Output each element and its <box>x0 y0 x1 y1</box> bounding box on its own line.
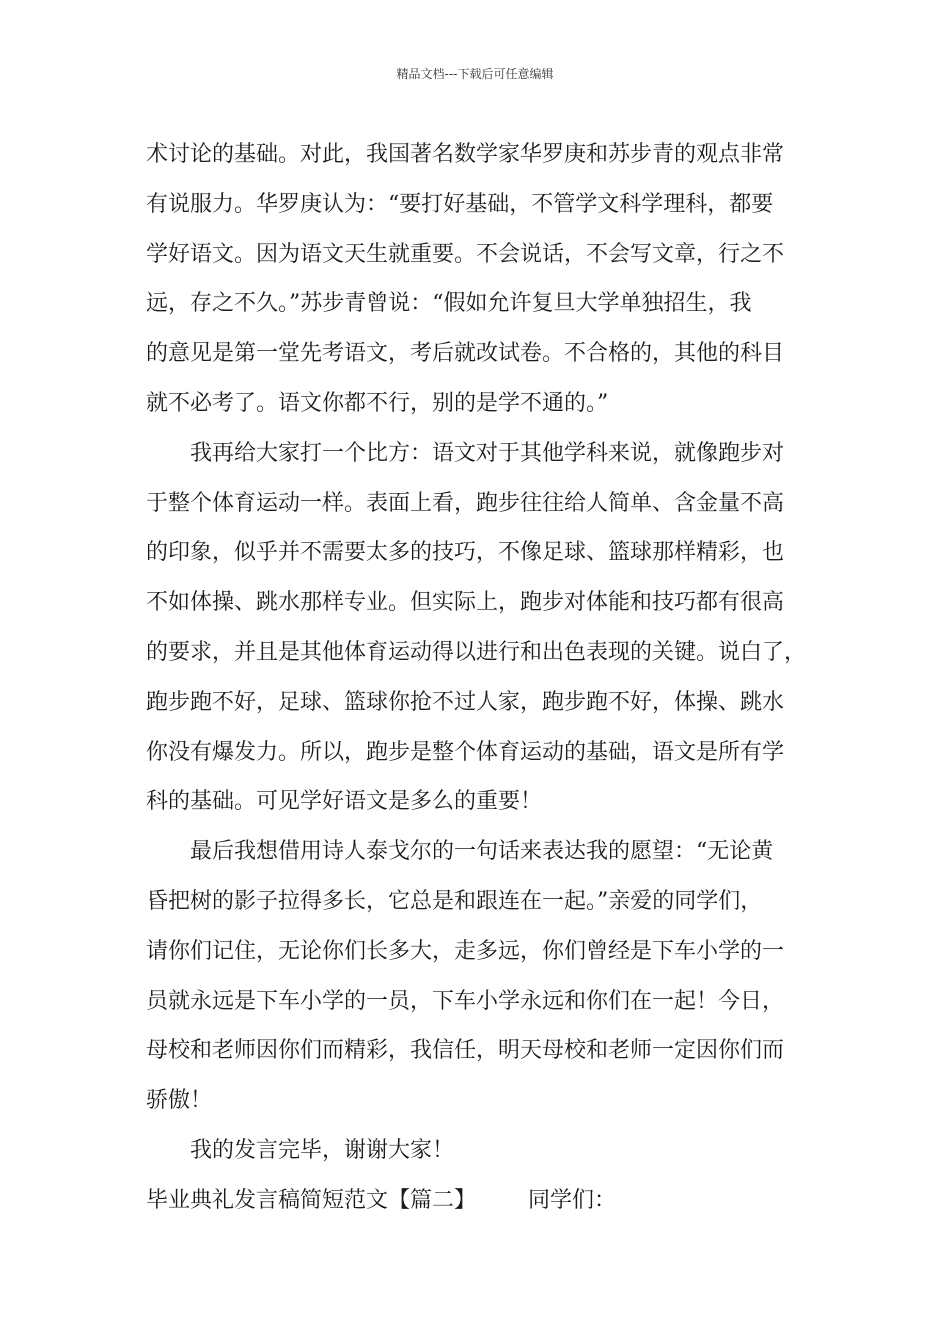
text-line: 于整个体育运动一样。表面上看，跑步往往给人简单、含金量不高 <box>146 490 785 516</box>
text-line: 请你们记住，无论你们长多大，走多远，你们曾经是下车小学的一 <box>146 938 785 964</box>
paragraph <box>146 1126 826 1176</box>
text-line: 就不必考了。语文你都不行，别的是学不通的。” <box>146 390 609 416</box>
text-line: 母校和老师因你们而精彩，我信任，明天母校和老师一定因你们而 <box>146 1038 785 1064</box>
paragraph <box>146 827 826 1126</box>
text-line: 不如体操、跳水那样专业。但实际上，跑步对体能和技巧都有很高 <box>146 590 785 616</box>
text-line: 骄傲！ <box>146 1088 213 1114</box>
paragraph <box>146 429 826 827</box>
text-line: 最后我想借用诗人泰戈尔的一句话来表达我的愿望：“无论黄 <box>190 839 774 865</box>
page-header: 精品文档---下载后可任意编辑 <box>396 67 554 81</box>
document-body <box>146 130 826 1226</box>
text-line: 我的发言完毕，谢谢大家！ <box>190 1137 455 1163</box>
text-line: 的印象，似乎并不需要太多的技巧，不像足球、篮球那样精彩，也 <box>146 540 785 566</box>
text-line: 术讨论的基础。对此，我国著名数学家华罗庚和苏步青的观点非常 <box>146 142 785 167</box>
text-line: 科的基础。可见学好语文是多么的重要！ <box>146 789 543 815</box>
text-line: 学好语文。因为语文天生就重要。不会说话，不会写文章，行之不 <box>146 241 785 267</box>
text-line: 有说服力。华罗庚认为：“要打好基础，不管学文科学理科，都要 <box>146 191 774 217</box>
section-greeting: 同学们： <box>528 1187 617 1213</box>
text-line: 跑步跑不好，足球、篮球你抢不过人家，跑步跑不好，体操、跳水 <box>146 689 785 715</box>
text-line: 的要求，并且是其他体育运动得以进行和出色表现的关键。说白了， <box>146 639 807 665</box>
text-line: 昏把树的影子拉得多长，它总是和跟连在一起。”亲爱的同学们， <box>146 888 763 914</box>
text-line: 的意见是第一堂先考语文，考后就改试卷。不合格的，其他的科目 <box>146 341 785 367</box>
section-title: 毕业典礼发言稿简短范文【篇二】 <box>146 1187 477 1213</box>
paragraph <box>146 130 826 429</box>
section-heading <box>146 1176 826 1226</box>
text-line: 远，存之不久。”苏步青曾说：“假如允许复旦大学单独招生，我 <box>146 291 752 317</box>
text-line: 你没有爆发力。所以，跑步是整个体育运动的基础，语文是所有学 <box>146 739 785 765</box>
text-line: 我再给大家打一个比方：语文对于其他学科来说，就像跑步对 <box>190 440 785 466</box>
text-line: 员就永远是下车小学的一员，下车小学永远和你们在一起！今日， <box>146 988 785 1014</box>
